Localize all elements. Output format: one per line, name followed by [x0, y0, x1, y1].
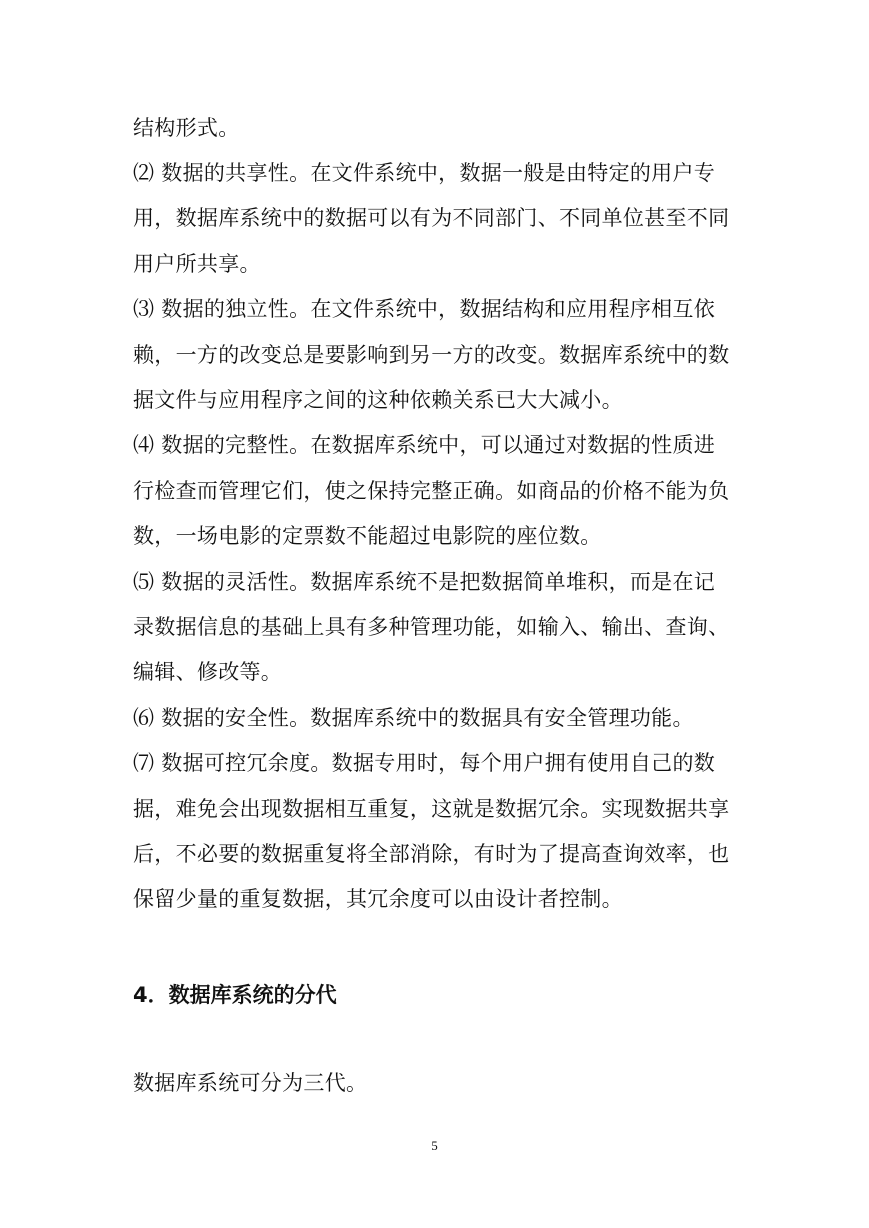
- paragraph-line: ⑺ 数据可控冗余度。数据专用时，每个用户拥有使用自己的数: [133, 751, 716, 775]
- paragraph-line: 编辑、修改等。: [133, 660, 283, 684]
- paragraph-line: 据，难免会出现数据相互重复，这就是数据冗余。实现数据共享: [133, 797, 730, 821]
- paragraph-line: 用，数据库系统中的数据可以有为不同部门、不同单位甚至不同: [133, 206, 730, 230]
- paragraph-line: 行检查而管理它们，使之保持完整正确。如商品的价格不能为负: [133, 479, 730, 503]
- paragraph-line: ⑵ 数据的共享性。在文件系统中，数据一般是由特定的用户专: [133, 161, 716, 185]
- paragraph-line: 录数据信息的基础上具有多种管理功能，如输入、输出、查询、: [133, 615, 730, 639]
- closing-paragraph: 数据库系统可分为三代。: [133, 1071, 368, 1095]
- page-number: 5: [431, 1138, 438, 1153]
- paragraph-line: 用户所共享。: [133, 252, 261, 276]
- paragraph-line: ⑶ 数据的独立性。在文件系统中，数据结构和应用程序相互依: [133, 297, 716, 321]
- paragraph-line: ⑷ 数据的完整性。在数据库系统中，可以通过对数据的性质进: [133, 433, 716, 457]
- paragraph-line: ⑹ 数据的安全性。数据库系统中的数据具有安全管理功能。: [133, 706, 694, 730]
- paragraph-line: 后，不必要的数据重复将全部消除，有时为了提高查询效率，也: [133, 842, 730, 866]
- paragraph-line: ⑸ 数据的灵活性。数据库系统不是把数据简单堆积，而是在记: [133, 570, 716, 594]
- paragraph-line: 结构形式。: [133, 116, 240, 140]
- paragraph-line: 保留少量的重复数据，其冗余度可以由设计者控制。: [133, 887, 623, 911]
- section-heading: 4．数据库系统的分代: [133, 983, 337, 1007]
- paragraph-line: 赖，一方的改变总是要影响到另一方的改变。数据库系统中的数: [133, 343, 730, 367]
- paragraph-line: 据文件与应用程序之间的这种依赖关系已大大减小。: [133, 388, 623, 412]
- paragraph-line: 数，一场电影的定票数不能超过电影院的座位数。: [133, 524, 602, 548]
